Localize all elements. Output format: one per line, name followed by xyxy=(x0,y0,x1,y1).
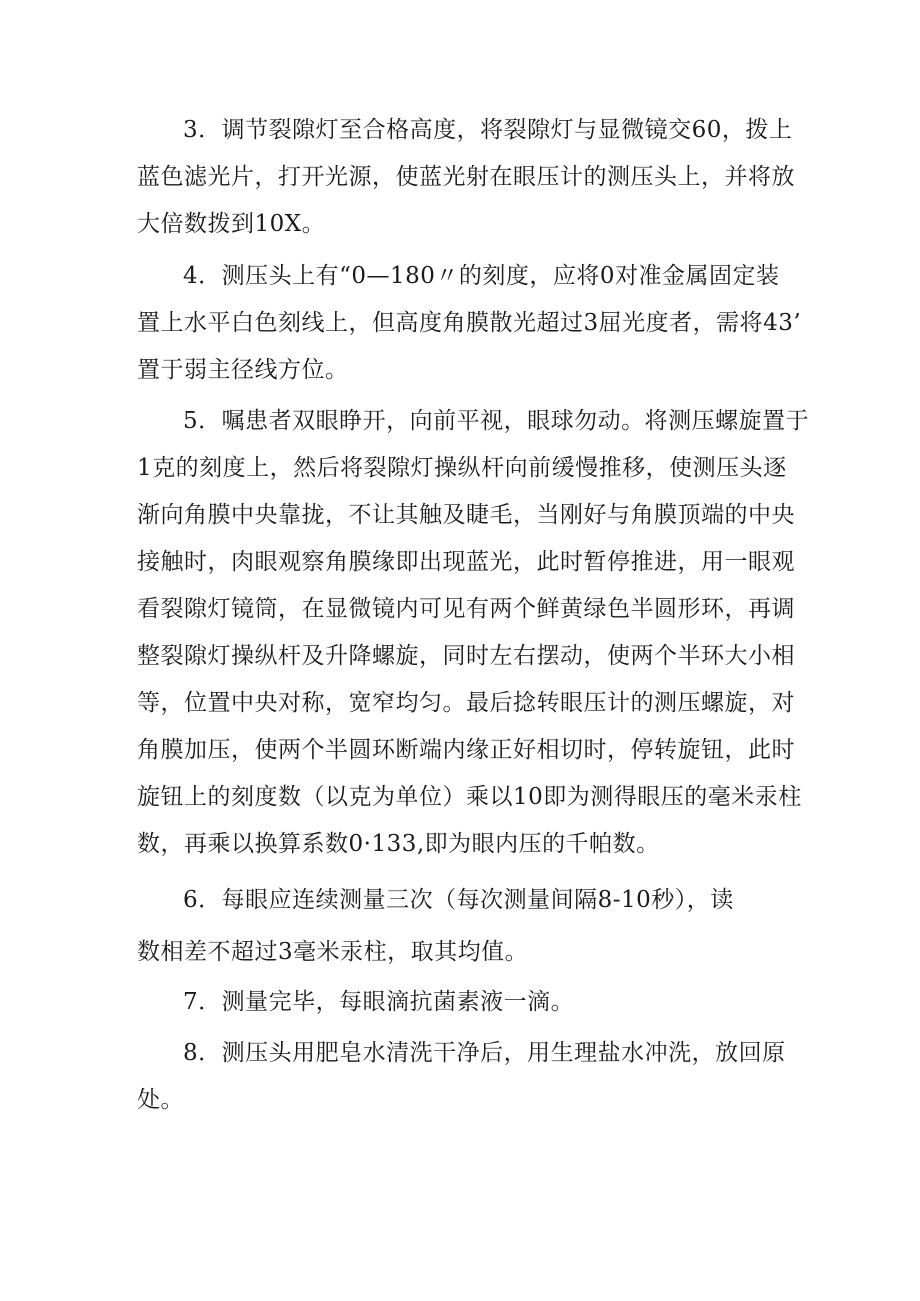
step-8-line-1: 8．测压头用肥皂水清洗干净后，用生理盐水冲洗，放回原 xyxy=(183,1040,786,1066)
step-5-line-10: 数，再乘以换算系数0·133,即为眼内压的千帕数。 xyxy=(137,831,660,857)
step-5-line-5: 看裂隙灯镜筒，在显微镜内可见有两个鲜黄绿色半圆形环，再调 xyxy=(137,596,795,622)
step-3-line-2: 蓝色滤光片，打开光源，使蓝光射在眼压计的测压头上，并将放 xyxy=(137,164,795,190)
step-5-line-6: 整裂隙灯操纵杆及升降螺旋，同时左右摆动，使两个半环大小相 xyxy=(137,643,795,669)
step-5-line-3: 渐向角膜中央靠拢，不让其触及睫毛，当刚好与角膜顶端的中央 xyxy=(137,502,795,528)
step-4-line-3: 置于弱主径线方位。 xyxy=(137,357,349,383)
step-8-line-2: 处。 xyxy=(137,1087,184,1113)
step-5-line-8: 角膜加压，使两个半圆环断端内缘正好相切时，停转旋钮，此时 xyxy=(137,737,795,763)
step-5-line-1: 5．嘱患者双眼睁开，向前平视，眼球勿动。将测压螺旋置于 xyxy=(183,408,810,434)
step-6-line-1: 6．每眼应连续测量三次（每次测量间隔8-10秒），读 xyxy=(183,887,734,913)
step-5-line-4: 接触时，肉眼观察角膜缘即出现蓝光，此时暂停推进，用一眼观 xyxy=(137,549,795,575)
step-7-line-1: 7．测量完毕，每眼滴抗菌素液一滴。 xyxy=(183,989,575,1015)
step-5-line-9: 旋钮上的刻度数（以克为单位）乘以10即为测得眼压的毫米汞柱 xyxy=(137,784,802,810)
step-5-line-2: 1克的刻度上，然后将裂隙灯操纵杆向前缓慢推移，使测压头逐 xyxy=(137,455,787,481)
step-4-line-1: 4．测压头上有“0—180〃的刻度，应将0对准金属固定装 xyxy=(183,263,780,289)
step-6-line-2: 数相差不超过3毫米汞柱，取其均值。 xyxy=(137,939,529,965)
step-3-line-3: 大倍数拨到10X。 xyxy=(137,211,326,237)
step-5-line-7: 等，位置中央对称，宽窄均匀。最后捻转眼压计的测压螺旋，对 xyxy=(137,690,795,716)
step-4-line-2: 置上水平白色刻线上，但高度角膜散光超过3屈光度者，需将43’ xyxy=(137,310,802,336)
step-3-line-1: 3．调节裂隙灯至合格高度，将裂隙灯与显微镜交60，拨上 xyxy=(183,117,793,143)
